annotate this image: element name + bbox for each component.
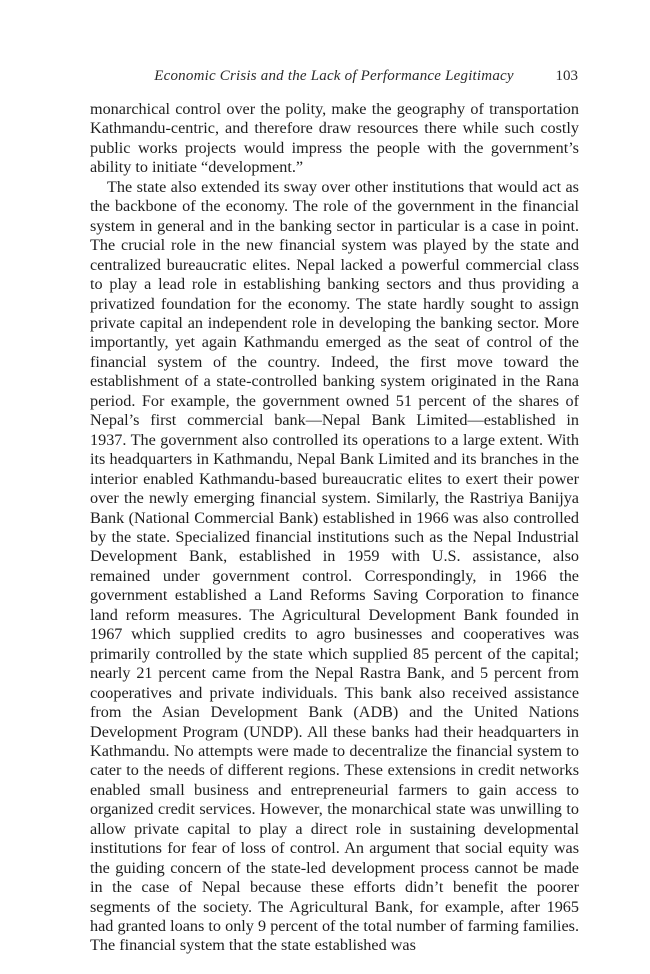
running-head: Economic Crisis and the Lack of Performance Legitimacy [154, 68, 514, 84]
page-header [90, 68, 578, 88]
paragraph-banking-sector: The state also extended its sway over other institutions that would act as the backbone of the economy. The role of the government in the financial system in general and in the banking sector in particular is a case in point. The crucial role in the new financial system was played by the state and centralized bureaucratic elites. Nepal lacked a powerful commercial class to play a lead role in establishing banking sectors and thus providing a privatized foundation for the economy. The state hardly sought to assign private capital an independent role in developing the banking sector. More importantly, yet again Kathmandu emerged as the seat of control of the financial system of the country. Indeed, the first move toward the establishment of a state-controlled banking system originated in the Rana period. For example, the government owned 51 percent of the shares of Nepal’s first commercial bank—Nepal Bank Limited—established in 1937. The government also controlled its operations to a large extent. With its headquarters in Kathmandu, Nepal Bank Limited and its branches in the interior enabled Kathmandu-based bureaucratic elites to exert their power over the newly emerging financial system. Similarly, the Rastriya Banijya Bank (National Commercial Bank) established in 1966 was also controlled by the state. Specialized financial institutions such as the Nepal Industrial Development Bank, established in 1959 with U.S. assistance, also remained under government control. Correspondingly, in 1966 the government established a Land Reforms Saving Corporation to finance land reform measures. The Agricultural Development Bank founded in 1967 which supplied credits to agro businesses and cooperatives was primarily controlled by the state which supplied 85 percent of the capital; nearly 21 percent came from the Nepal Rastra Bank, and 5 percent from cooperatives and private individuals. This bank also received assistance from the Asian Development Bank (ADB) and the United Nations Development Program (UNDP). All these banks had their headquarters in Kathmandu. No attempts were made to decentralize the financial system to cater to the needs of different regions. These extensions in credit networks enabled small business and entrepreneurial farmers to gain access to organized credit services. However, the monarchical state was unwilling to allow private capital to play a direct role in sustaining developmental institutions for fear of loss of control. An argument that social equity was the guiding concern of the state-led development process cannot be made in the case of Nepal because these efforts didn’t benefit the poorer segments of the society. The Agricultural Bank, for example, after 1965 had granted loans to only 9 percent of the total number of farming families. The financial system that the state established was [90, 177, 579, 955]
body-text [90, 100, 579, 956]
paragraph-continuation: monarchical control over the polity, make the geography of transportation Kathmandu-centric, and therefore draw resources there while such costly public works projects would impress the people with the government’s ability to initiate “development.” [90, 100, 579, 177]
page-number: 103 [555, 68, 578, 84]
